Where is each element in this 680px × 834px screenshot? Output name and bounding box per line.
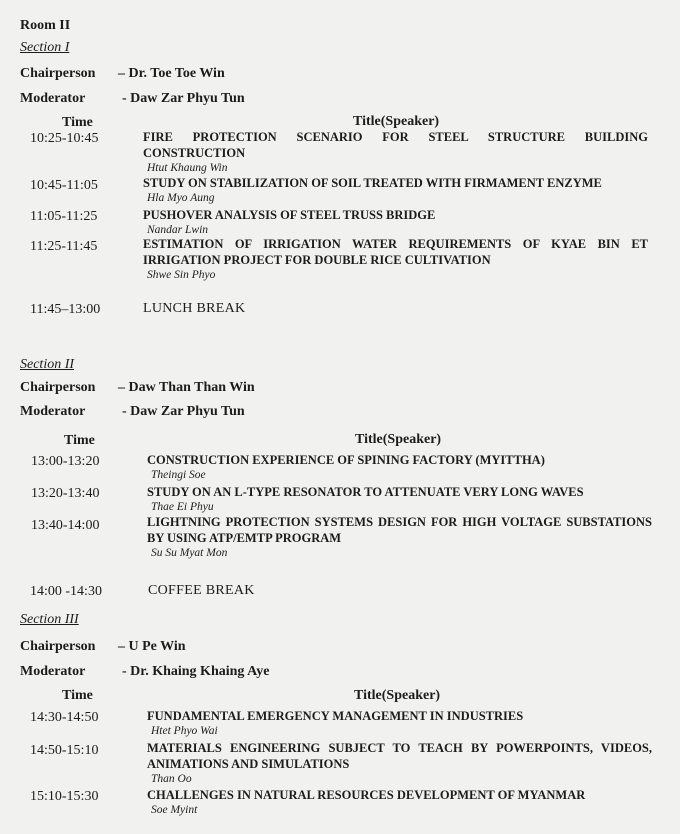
- session-title: STUDY ON AN L-TYPE RESONATOR TO ATTENUATE VERY LONG WAVES: [147, 485, 584, 499]
- session-title: MATERIALS ENGINEERING SUBJECT TO TEACH BY POWERPOINTS, VIDEOS, ANIMATIONS AND SIMULATIONS: [147, 741, 652, 771]
- session-title: ESTIMATION OF IRRIGATION WATER REQUIREMENTS OF KYAE BIN ET IRRIGATION PROJECT FOR DOUBLE RICE CULTIVATION: [143, 237, 648, 267]
- section-2-moderator: [20, 404, 245, 420]
- session-speaker: Nandar Lwin: [147, 224, 209, 236]
- section-1-chairperson: [20, 66, 225, 82]
- section-1-label: Section I: [20, 40, 70, 55]
- session-speaker: Shwe Sin Phyo: [147, 269, 216, 281]
- session-item: [143, 207, 648, 237]
- title-header: Title(Speaker): [355, 432, 442, 447]
- session-time: 13:20-13:40: [31, 486, 100, 501]
- session-speaker: Hla Myo Aung: [147, 192, 215, 204]
- session-speaker: Su Su Myat Mon: [151, 547, 228, 559]
- chairperson-label: Chairperson: [20, 639, 96, 654]
- session-time: 10:25-10:45: [30, 131, 99, 146]
- title-header: Title(Speaker): [353, 114, 440, 129]
- session-time: 13:40-14:00: [31, 518, 100, 533]
- session-speaker: Than Oo: [151, 773, 192, 785]
- session-time: 11:25-11:45: [30, 239, 98, 254]
- moderator-label: Moderator: [20, 664, 86, 679]
- section-2-label: Section II: [20, 357, 75, 372]
- section-2-chairperson: [20, 380, 255, 396]
- moderator-name: - Daw Zar Phyu Tun: [122, 91, 245, 106]
- session-speaker: Thae Ei Phyu: [151, 501, 214, 513]
- moderator-name: - Daw Zar Phyu Tun: [122, 404, 245, 419]
- session-item: [147, 452, 652, 482]
- session-speaker: Soe Myint: [151, 804, 198, 816]
- session-time: 11:05-11:25: [30, 209, 98, 224]
- time-header: Time: [62, 688, 93, 703]
- session-time: 14:50-15:10: [30, 743, 99, 758]
- lunch-break-label: LUNCH BREAK: [143, 301, 246, 316]
- session-time: 14:30-14:50: [30, 710, 99, 725]
- session-time: 10:45-11:05: [30, 178, 98, 193]
- title-header: Title(Speaker): [354, 688, 441, 703]
- session-item: [147, 740, 652, 786]
- session-speaker: Htet Phyo Wai: [151, 725, 218, 737]
- session-time: 15:10-15:30: [30, 789, 99, 804]
- session-speaker: Htut Khaung Win: [147, 162, 228, 174]
- session-item: [143, 175, 648, 205]
- session-time: 13:00-13:20: [31, 454, 100, 469]
- time-header: Time: [64, 433, 95, 448]
- session-item: [143, 236, 648, 282]
- room-title: Room II: [20, 18, 71, 33]
- break-time: 14:00 -14:30: [30, 584, 102, 599]
- section-3-chairperson: [20, 639, 186, 655]
- session-item: [143, 129, 648, 175]
- session-title: CONSTRUCTION EXPERIENCE OF SPINING FACTORY (MYITTHA): [147, 453, 545, 467]
- session-item: [147, 514, 652, 560]
- session-title: PUSHOVER ANALYSIS OF STEEL TRUSS BRIDGE: [143, 208, 436, 222]
- section-3-label: Section III: [20, 612, 79, 627]
- break-time: 11:45–13:00: [30, 302, 101, 317]
- chairperson-label: Chairperson: [20, 66, 96, 81]
- session-item: [147, 484, 652, 514]
- session-item: [147, 708, 652, 738]
- chairperson-name: – Dr. Toe Toe Win: [118, 66, 225, 81]
- moderator-label: Moderator: [20, 91, 86, 106]
- moderator-name: - Dr. Khaing Khaing Aye: [122, 664, 270, 679]
- moderator-label: Moderator: [20, 404, 86, 419]
- section-1-moderator: [20, 91, 245, 107]
- session-title: STUDY ON STABILIZATION OF SOIL TREATED WITH FIRMAMENT ENZYME: [143, 176, 602, 190]
- section-3-moderator: [20, 664, 269, 680]
- chairperson-name: – U Pe Win: [118, 639, 186, 654]
- session-title: FIRE PROTECTION SCENARIO FOR STEEL STRUCTURE BUILDING CONSTRUCTION: [143, 130, 648, 160]
- session-title: CHALLENGES IN NATURAL RESOURCES DEVELOPMENT OF MYANMAR: [147, 788, 586, 802]
- session-title: FUNDAMENTAL EMERGENCY MANAGEMENT IN INDUSTRIES: [147, 709, 524, 723]
- chairperson-label: Chairperson: [20, 380, 96, 395]
- time-header: Time: [62, 115, 93, 130]
- session-speaker: Theingi Soe: [151, 469, 206, 481]
- coffee-break-label: COFFEE BREAK: [148, 583, 255, 598]
- session-title: LIGHTNING PROTECTION SYSTEMS DESIGN FOR HIGH VOLTAGE SUBSTATIONS BY USING ATP/EMTP PROGRAM: [147, 515, 652, 545]
- session-item: [147, 787, 652, 817]
- chairperson-name: – Daw Than Than Win: [118, 380, 255, 395]
